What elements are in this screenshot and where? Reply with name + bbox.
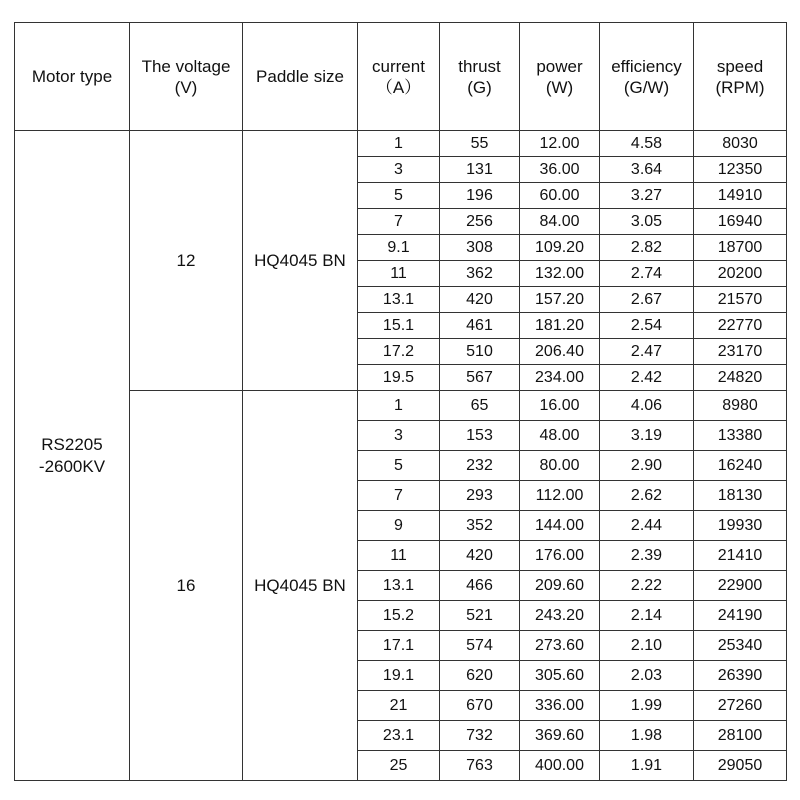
- thrust-cell: 308: [440, 235, 520, 261]
- efficiency-cell: 1.98: [600, 721, 694, 751]
- power-cell: 181.20: [520, 313, 600, 339]
- power-cell: 243.20: [520, 601, 600, 631]
- thrust-cell: 352: [440, 511, 520, 541]
- power-cell: 132.00: [520, 261, 600, 287]
- header-voltage: The voltage (V): [130, 23, 243, 131]
- efficiency-cell: 4.06: [600, 391, 694, 421]
- power-cell: 84.00: [520, 209, 600, 235]
- motor-type-cell: RS2205 -2600KV: [15, 131, 130, 781]
- table-body: [15, 131, 787, 781]
- paddle-size-cell: HQ4045 BN: [243, 131, 358, 391]
- efficiency-cell: 2.62: [600, 481, 694, 511]
- current-cell: 3: [358, 157, 440, 183]
- current-cell: 9.1: [358, 235, 440, 261]
- efficiency-cell: 4.58: [600, 131, 694, 157]
- power-cell: 80.00: [520, 451, 600, 481]
- power-cell: 157.20: [520, 287, 600, 313]
- efficiency-cell: 2.14: [600, 601, 694, 631]
- thrust-cell: 196: [440, 183, 520, 209]
- table-row: [15, 391, 787, 421]
- header-current: current （A）: [358, 23, 440, 131]
- power-cell: 400.00: [520, 751, 600, 781]
- speed-cell: 26390: [694, 661, 787, 691]
- thrust-cell: 293: [440, 481, 520, 511]
- current-cell: 7: [358, 481, 440, 511]
- current-cell: 1: [358, 131, 440, 157]
- power-cell: 234.00: [520, 365, 600, 391]
- thrust-cell: 420: [440, 541, 520, 571]
- current-cell: 1: [358, 391, 440, 421]
- efficiency-cell: 2.82: [600, 235, 694, 261]
- current-cell: 5: [358, 451, 440, 481]
- current-cell: 19.1: [358, 661, 440, 691]
- efficiency-cell: 1.99: [600, 691, 694, 721]
- current-cell: 15.2: [358, 601, 440, 631]
- current-cell: 19.5: [358, 365, 440, 391]
- current-cell: 17.2: [358, 339, 440, 365]
- current-cell: 5: [358, 183, 440, 209]
- power-cell: 144.00: [520, 511, 600, 541]
- speed-cell: 12350: [694, 157, 787, 183]
- current-cell: 13.1: [358, 571, 440, 601]
- efficiency-cell: 2.44: [600, 511, 694, 541]
- current-cell: 11: [358, 541, 440, 571]
- thrust-cell: 510: [440, 339, 520, 365]
- header-motor-type: Motor type: [15, 23, 130, 131]
- table-row: [15, 131, 787, 157]
- thrust-cell: 620: [440, 661, 520, 691]
- current-cell: 9: [358, 511, 440, 541]
- efficiency-cell: 2.10: [600, 631, 694, 661]
- power-cell: 305.60: [520, 661, 600, 691]
- voltage-cell: 16: [130, 391, 243, 781]
- thrust-cell: 420: [440, 287, 520, 313]
- power-cell: 209.60: [520, 571, 600, 601]
- header-row: [15, 23, 787, 131]
- power-cell: 109.20: [520, 235, 600, 261]
- thrust-cell: 466: [440, 571, 520, 601]
- thrust-cell: 55: [440, 131, 520, 157]
- power-cell: 336.00: [520, 691, 600, 721]
- thrust-cell: 153: [440, 421, 520, 451]
- current-cell: 7: [358, 209, 440, 235]
- power-cell: 12.00: [520, 131, 600, 157]
- thrust-cell: 362: [440, 261, 520, 287]
- header-thrust: thrust (G): [440, 23, 520, 131]
- current-cell: 15.1: [358, 313, 440, 339]
- power-cell: 36.00: [520, 157, 600, 183]
- speed-cell: 27260: [694, 691, 787, 721]
- speed-cell: 20200: [694, 261, 787, 287]
- speed-cell: 18130: [694, 481, 787, 511]
- efficiency-cell: 2.67: [600, 287, 694, 313]
- current-cell: 25: [358, 751, 440, 781]
- efficiency-cell: 1.91: [600, 751, 694, 781]
- motor-test-table: [14, 22, 787, 781]
- current-cell: 23.1: [358, 721, 440, 751]
- speed-cell: 18700: [694, 235, 787, 261]
- speed-cell: 21570: [694, 287, 787, 313]
- power-cell: 206.40: [520, 339, 600, 365]
- current-cell: 11: [358, 261, 440, 287]
- speed-cell: 23170: [694, 339, 787, 365]
- efficiency-cell: 2.39: [600, 541, 694, 571]
- header-power: power (W): [520, 23, 600, 131]
- efficiency-cell: 3.27: [600, 183, 694, 209]
- speed-cell: 24820: [694, 365, 787, 391]
- thrust-cell: 521: [440, 601, 520, 631]
- thrust-cell: 567: [440, 365, 520, 391]
- speed-cell: 19930: [694, 511, 787, 541]
- current-cell: 21: [358, 691, 440, 721]
- speed-cell: 14910: [694, 183, 787, 209]
- thrust-cell: 232: [440, 451, 520, 481]
- thrust-cell: 763: [440, 751, 520, 781]
- motor-test-table-container: [14, 22, 786, 781]
- thrust-cell: 670: [440, 691, 520, 721]
- header-paddle-size: Paddle size: [243, 23, 358, 131]
- power-cell: 273.60: [520, 631, 600, 661]
- power-cell: 112.00: [520, 481, 600, 511]
- speed-cell: 29050: [694, 751, 787, 781]
- efficiency-cell: 3.64: [600, 157, 694, 183]
- speed-cell: 24190: [694, 601, 787, 631]
- power-cell: 60.00: [520, 183, 600, 209]
- current-cell: 17.1: [358, 631, 440, 661]
- thrust-cell: 256: [440, 209, 520, 235]
- power-cell: 369.60: [520, 721, 600, 751]
- power-cell: 48.00: [520, 421, 600, 451]
- header-speed: speed (RPM): [694, 23, 787, 131]
- thrust-cell: 732: [440, 721, 520, 751]
- speed-cell: 25340: [694, 631, 787, 661]
- power-cell: 16.00: [520, 391, 600, 421]
- speed-cell: 8030: [694, 131, 787, 157]
- speed-cell: 28100: [694, 721, 787, 751]
- efficiency-cell: 2.74: [600, 261, 694, 287]
- efficiency-cell: 3.05: [600, 209, 694, 235]
- speed-cell: 21410: [694, 541, 787, 571]
- efficiency-cell: 3.19: [600, 421, 694, 451]
- speed-cell: 22900: [694, 571, 787, 601]
- thrust-cell: 461: [440, 313, 520, 339]
- efficiency-cell: 2.90: [600, 451, 694, 481]
- header-efficiency: efficiency (G/W): [600, 23, 694, 131]
- paddle-size-cell: HQ4045 BN: [243, 391, 358, 781]
- efficiency-cell: 2.03: [600, 661, 694, 691]
- thrust-cell: 574: [440, 631, 520, 661]
- speed-cell: 16940: [694, 209, 787, 235]
- voltage-cell: 12: [130, 131, 243, 391]
- power-cell: 176.00: [520, 541, 600, 571]
- efficiency-cell: 2.47: [600, 339, 694, 365]
- thrust-cell: 65: [440, 391, 520, 421]
- thrust-cell: 131: [440, 157, 520, 183]
- efficiency-cell: 2.54: [600, 313, 694, 339]
- efficiency-cell: 2.42: [600, 365, 694, 391]
- speed-cell: 22770: [694, 313, 787, 339]
- current-cell: 13.1: [358, 287, 440, 313]
- speed-cell: 13380: [694, 421, 787, 451]
- efficiency-cell: 2.22: [600, 571, 694, 601]
- speed-cell: 16240: [694, 451, 787, 481]
- current-cell: 3: [358, 421, 440, 451]
- speed-cell: 8980: [694, 391, 787, 421]
